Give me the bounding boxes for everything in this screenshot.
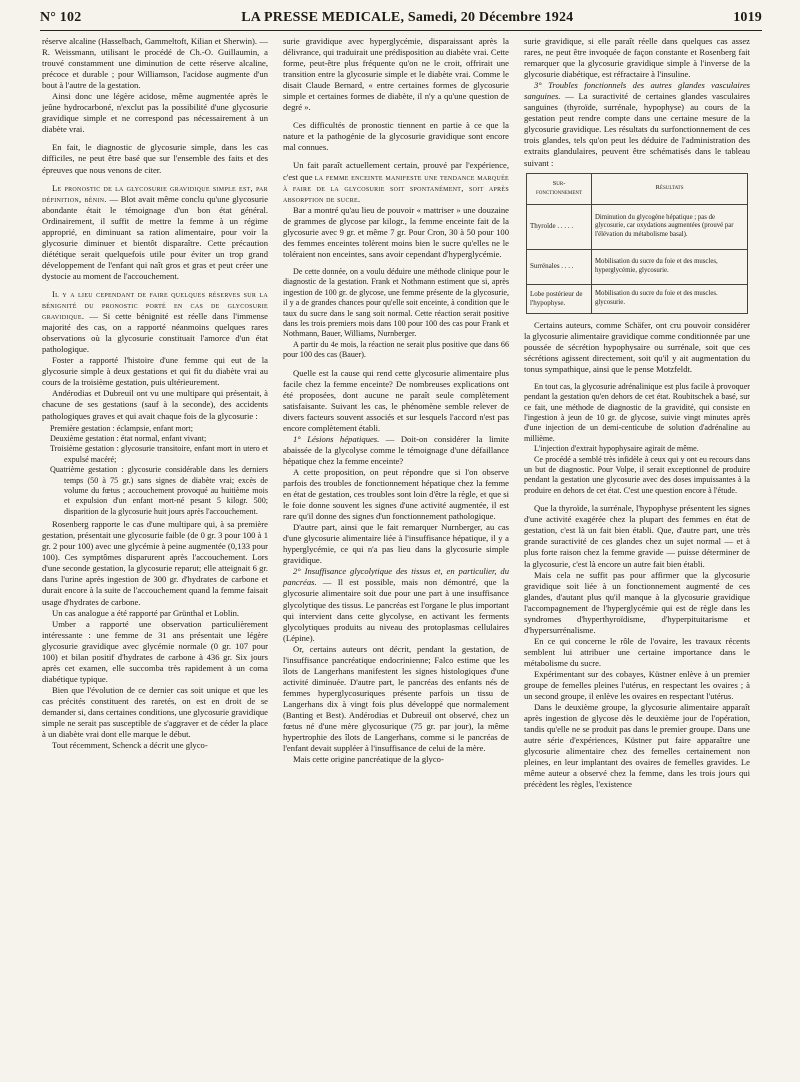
paragraph-small: En tout cas, la glycosurie adrénalinique est plus facile à provoquer pendant la gestation qu'en dehors de cet état. Roubitschek a basé, sur ce fait, une méthode de diagnostic de la gravidité, qui consiste en l'ingestion à jeun de 10 gr. de glycose, suivie vingt minutes après d'une injection de un demi-centicube de solution d'adrénaline au millième. <box>524 381 750 443</box>
subsection-heading: 3° Troubles fonctionnels des autres glandes vasculaires sanguines. <box>524 80 750 102</box>
page-number: 1019 <box>733 10 762 25</box>
section-heading: Il y a lieu cependant de faire quelques réserves sur la bénignité du pronostic porté en cas de glycosurie gravidique. <box>42 288 268 322</box>
paragraph: En ce qui concerne le rôle de l'ovaire, les travaux récents semblent lui attribuer une certaine importance dans le métabolisme du sucre. <box>524 635 750 668</box>
paragraph: Ainsi donc une légère acidose, même augmentée après le jeûne hydrocarboné, n'exclut pas la possibilité d'une glycosurie gravidique simple et ne correspond pas nécessairement à un diabète vrai. <box>42 91 268 135</box>
paragraph: D'autre part, ainsi que le fait remarquer Nurnberger, au cas d'une glycosurie alimentaire liée à l'insuffisance hépatique, il y a hyperglycémie, ce qui n'a pas lieu dans la glycosurie simple gravidique. <box>283 522 509 566</box>
table-cell-gland: Thyroïde . . . . . <box>527 204 592 249</box>
section-heading: Le pronostic de la glycosurie gravidique simple est, par définition, bénin. <box>42 182 268 204</box>
paragraph: 1° Lésions hépatiques. — Doit-on considérer la limite abaissée de la glycolyse comme le témoignage d'une défaillance hépatique chez la femme enceinte? <box>283 433 509 466</box>
issue-number: N° 102 <box>40 10 82 25</box>
paragraph: Foster a rapporté l'histoire d'une femme qui eut de la glycosurie simple à deux gestations et qui fit du diabète vrai au cours de la troisième gestation, puis ultérieurement. <box>42 355 268 388</box>
subsection-heading: 1° Lésions hépatiques. <box>293 433 380 444</box>
column-1 <box>42 36 268 751</box>
subsection-heading: 2° Insuffisance glycolytique des tissus et, en particulier, du pancréas. <box>283 566 509 588</box>
paragraph-small: L'injection d'extrait hypophysaire agirait de même. <box>534 444 699 454</box>
gland-results-table <box>526 173 748 314</box>
table-cell-gland: Surrénales . . . . <box>527 249 592 284</box>
paragraph: Rosenberg rapporte le cas d'une multipare qui, à sa première gestation, présentait une glycosurie faible (de 0 gr. 3 pour 100 à 1 gr. 2 pour 100) avec une glycémie à peine augmentée (0,133 pour 100). Ces symptômes disparurent après l'accouchement. Lors d'une seconde gestation, la glycosurie reparut; elle atteignait 6 gr. dans l'urine après ingestion de 300 gr. d'hydrates de carbone et durait encore à la suite de l'accouchement quand la femme faisait usage d'hydrates de carbone. <box>42 519 268 607</box>
paragraph: 3° Troubles fonctionnels des autres glandes vasculaires sanguines. — La suractivité de certaines glandes vasculaires sanguines (thyroïde, surrénale, hypophyse) au cours de la gestation peut rendre compte dans une certaine mesure de la glycosurie gravidique. Les résultats du surfonctionnement de ces trois glandes, tels qu'on peut les déduire de l'administration des extraits glandulaires, peuvent être schématisés dans le tableau suivant : <box>524 80 751 168</box>
list-item: Première gestation : éclampsie, enfant mort; <box>50 423 193 433</box>
paragraph: A cette proposition, on peut répondre que si l'on observe parfois des troubles de fonctionnement hépatique chez la femme en état de gestation, ces troubles sont loin d'être la règle, et que si le foie donne souvent les signes d'une activité augmentée, il est rare qu'il donne des signes d'un fonctionnement pathologique. <box>283 466 509 522</box>
table-cell-result: Mobilisation du sucre du foie et des muscles. glycosurie. <box>592 284 748 313</box>
paragraph: Quelle est la cause qui rend cette glycosurie alimentaire plus facile chez la femme enceinte? De nombreuses explications ont été proposées, dont aucune ne paraît seule complètement satisfaisante. Suivant les cas, le phénomène semble relever de divers facteurs souvent associés et sur lesquels l'accord n'est pas encore complètement établi. <box>283 367 509 433</box>
paragraph: Bien que l'évolution de ce dernier cas soit unique et que les cas précités constituent des raretés, on est en droit de se demander si, dans certaines conditions, une glycosurie gravidique simple ne serait pas susceptible de s'aggraver et de céder la place à un diabète vrai dont elle marque le début. <box>42 684 268 740</box>
paragraph: Tout récemment, Schenck a décrit une glyco- <box>52 740 208 751</box>
paragraph: Or, certains auteurs ont décrit, pendant la gestation, de l'insuffisance pancréatique endocrinienne; Falco estime que les îlots de Langerhans manifestent les signes histologiques d'une activité diminuée. D'autre part, le pancréas des enfants nés de femmes hyperglycosuriques présente parfois un tissu de Langerhans dix à vingt fois plus développé que normalement (Banting et Best). Andérodias et Dubreuil ont observé, chez un fœtus né d'une mère glycosurique (75 gr. par jour), la même hypertrophie des îlots de Langerhans, comme si le pancréas de l'enfant devait suppléer à l'insuffisance de celui de la mère. <box>283 643 509 754</box>
column-3 <box>524 36 750 790</box>
paragraph: Expérimentant sur des cobayes, Küstner enlève à un premier groupe de femelles pleines l'utérus, en respectant les ovaires ; à un second groupe, il enlève les ovaires en respectant l'utérus. <box>524 668 750 702</box>
paragraph: Que la thyroïde, la surrénale, l'hypophyse présentent les signes d'une activité exagérée chez la plupart des femmes en état de gestation, c'est là un fait bien établi. Que, d'autre part, une très grande suractivité de ces glandes chez un sujet normal — et à plus forte raison chez la femme gravide — puisse déterminer de la glycosurie, c'est là encore un autre fait bien établi. <box>524 503 750 569</box>
table-header-right: Résultats <box>592 173 748 204</box>
table-row <box>527 284 748 313</box>
list-item: Quatrième gestation : glycosurie considérable dans les derniers temps (50 à 75 gr.) sans signes de diabète vrai; excès de volume du fœtus ; accouchement provoqué au huitième mois et expulsion d'un enfant mort-né pesant 5 kilogr. 500; disparition de la glycosurie huit jours après l'accouchement. <box>50 465 268 516</box>
paragraph: Mais cette origine pancréatique de la glyco- <box>293 754 444 765</box>
paragraph: Umber a rapporté une observation particulièrement intéressante : une femme de 31 ans présentait une légère glycosurie gravidique avec glycémie normale (0 gr. 107 pour 100) et bilan positif d'hydrates de carbone à 436 gr. Six jours après cet examen, elle succomba très rapidement à un coma diabétique typique. <box>42 618 268 684</box>
paragraph-small: Ce procédé a semblé très infidèle à ceux qui y ont eu recours dans un but de diagnostic. Pour Volpe, il serait exceptionnel de produire pendant la gestation une glycosurie avec des doses impuissantes à la produire en dehors de cet état. C'est une question encore à l'étude. <box>524 454 750 495</box>
paragraph: 2° Insuffisance glycolytique des tissus et, en particulier, du pancréas. — Il est possible, mais non démontré, que la glycosurie alimentaire soit due pour une part à une insuffisance glycolytique des tissus. Le pancréas est l'organe le plus important qui intervient dans cette glycolyse, en activant les ferments glycolytiques produits au niveau des protoplasmas cellulaires (Lépine). <box>283 566 509 643</box>
list-item: Deuxième gestation : état normal, enfant vivant; <box>50 433 207 443</box>
column-2 <box>283 36 509 765</box>
header-rule <box>40 30 762 31</box>
paragraph: Un cas analogue a été rapporté par Grünthal et Loblin. <box>52 607 240 618</box>
paragraph: En fait, le diagnostic de glycosurie simple, dans les cas difficiles, ne peut être basé que sur l'ensemble des faits et des épreuves que nous venons de citer. <box>42 142 268 175</box>
gestation-list <box>50 424 268 518</box>
paragraph: réserve alcaline (Hasselbach, Gammeltoft, Kilian et Sherwin). — R. Weissmann, utilisant le procédé de Ch.-O. Guillaumin, a trouvé constamment une diminution de cette réserve alcaline, précoce et durable ; pour Williamson, l'acidose augmente d'un bout à l'autre de la gestation. <box>42 36 268 91</box>
list-item: Troisième gestation : glycosurie transitoire, enfant mort in utero et expulsé macéré; <box>50 444 268 464</box>
paragraph: Dans le deuxième groupe, la glycosurie alimentaire apparaît après ingestion de glycose dès le deuxième jour de l'opération, tandis qu'elle ne se produit pas dans le premier groupe. Dans une autre série d'expériences, Küstner put faire apparaître une glycosurie alimentaire chez des femelles certainement non pleines, en leur implantant des ovaires de femelles gravides. Le même auteur a observé chez la femme, dans les trois jours qui précèdent les règles, l'existence <box>524 702 750 790</box>
paragraph: Il y a lieu cependant de faire quelques réserves sur la bénignité du pronostic porté en cas de glycosurie gravidique. — Si cette bénignité est réelle dans l'immense majorité des cas, on a rapporté néanmoins quelques rares observations où la glycosurie constituait l'amorce d'un état pathologique. <box>42 288 268 355</box>
table-cell-result: Diminution du glycogène hépatique ; pas de glycosurie, car oxydations augmentées (prouvé par l'élévation du métabolisme basal). <box>592 204 748 249</box>
paragraph: Bar a montré qu'au lieu de pouvoir « mattriser » une douzaine de grammes de glycose par kilogr., la femme enceinte fait de la glycosurie avec 9 gr. et même 7 gr. Pour Cron, 30 à 50 pour 100 des femmes enceintes tolèrent moins bien le sucre qu'elles ne le toléraient non enceintes, sans avoir cependant d'hyperglycémie. <box>283 204 509 259</box>
paragraph: Ces difficultés de pronostic tiennent en partie à ce que la nature et la pathogénie de la glycosurie gravidique sont encore mal connues. <box>283 120 509 153</box>
page-header <box>40 10 762 28</box>
paragraph: Le pronostic de la glycosurie gravidique simple est, par définition, bénin. — Blot avait même conclu qu'une glycosurie abondante était le témoignage d'un bon état général. Ordinairement, il suffit de mettre la femme à un régime approprié, en diminuant sa ration alimentaire, pour voir la glycosurie diminuer et bientôt disparaître. Cette précaution diététique serait quelquefois utile pour éviter un trop grand développement de l'enfant qui naît gros et gras et peut créer une dystocie au moment de l'accouchement. <box>42 182 269 281</box>
paragraph: Andérodias et Dubreuil ont vu une multipare qui présentait, à chacune de ses gestations (sauf à la seconde), des accidents pathologiques graves et qui avait chaque fois de la glycosurie : <box>42 388 268 421</box>
paragraph-small: De cette donnée, on a voulu déduire une méthode clinique pour le diagnostic de la gestation. Frank et Nothmann estiment que si, après ingestion de 100 gr. de glycose, une femme présente de la glycosurie, il y a de grandes chances pour qu'elle soit enceinte, à condition que le taux du sucre dans le sang soit normal. Cette réaction serait positive dans les trois premiers mois dans 100 pour 100 des cas pour Frank et Nothmann, Bauer, Williams, Nurnberger. <box>283 266 509 339</box>
table-header-left: Sur-fonctionnement <box>527 173 592 204</box>
table-cell-gland: Lobe postérieur de l'hypophyse. <box>527 284 592 313</box>
table-cell-result: Mobilisation du sucre du foie et des muscles, hyperglycémie, glycosurie. <box>592 249 748 284</box>
paragraph: Mais cela ne suffit pas pour affirmer que la glycosurie gravidique soit liée à un fonctionnement augmenté de ces glandes, d'autant plus qu'il manque à la glycosurie gravidique l'accompagnement de l'hyperglycémie qui est de règle dans les syndromes d'hyperthyroïdisme, d'hyperpituitarisme et d'hypersurrénalisme. <box>524 569 750 635</box>
table-row <box>527 249 748 284</box>
paragraph-small: A partir du 4e mois, la réaction ne serait plus positive que dans 66 pour 100 des cas (Bauer). <box>283 339 509 360</box>
table-row <box>527 204 748 249</box>
emphasis-text: la femme enceinte manifeste une tendance marquée à faire de la glycosurie soit spontanément, soit après absorption de sucre. <box>283 171 509 204</box>
paragraph: surie gravidique avec hyperglycémie, disparaissant après la délivrance, qui traduirait une prédisposition au diabète vrai. Cette forme, peut-être plus fréquente qu'on ne le croit, offrirait une transition entre la glycosurie simple et le diabète vrai. Comme le disait Claude Bernard, « entre certaines formes de glycosurie simple et certaines formes de diabète, il n'y a qu'une question de degré ». <box>283 36 509 113</box>
paragraph: Un fait paraît actuellement certain, prouvé par l'expérience, c'est que la femme enceinte manifeste une tendance marquée à faire de la glycosurie soit spontanément, soit après absorption de sucre. <box>283 160 509 204</box>
paragraph: surie gravidique, si elle paraît réelle dans quelques cas assez rares, ne peut être invoquée de façon constante et Rosenberg fait remarquer que la glycosurie gravidique simple à l'inverse de la glycosurie diabétique, est réfractaire à l'insuline. <box>524 36 750 80</box>
masthead-title: LA PRESSE MEDICALE, Samedi, 20 Décembre 1924 <box>241 10 574 25</box>
paragraph: Certains auteurs, comme Schäfer, ont cru pouvoir considérer la glycosurie alimentaire gravidique comme conditionnée par une poussée de sécrétion hypophysaire ou surrénale, soit que ces sécrétions agissent directement, soit qu'il y ait augmentation du tonus sympathique, ainsi que le pense Motzfeldt. <box>524 319 750 374</box>
